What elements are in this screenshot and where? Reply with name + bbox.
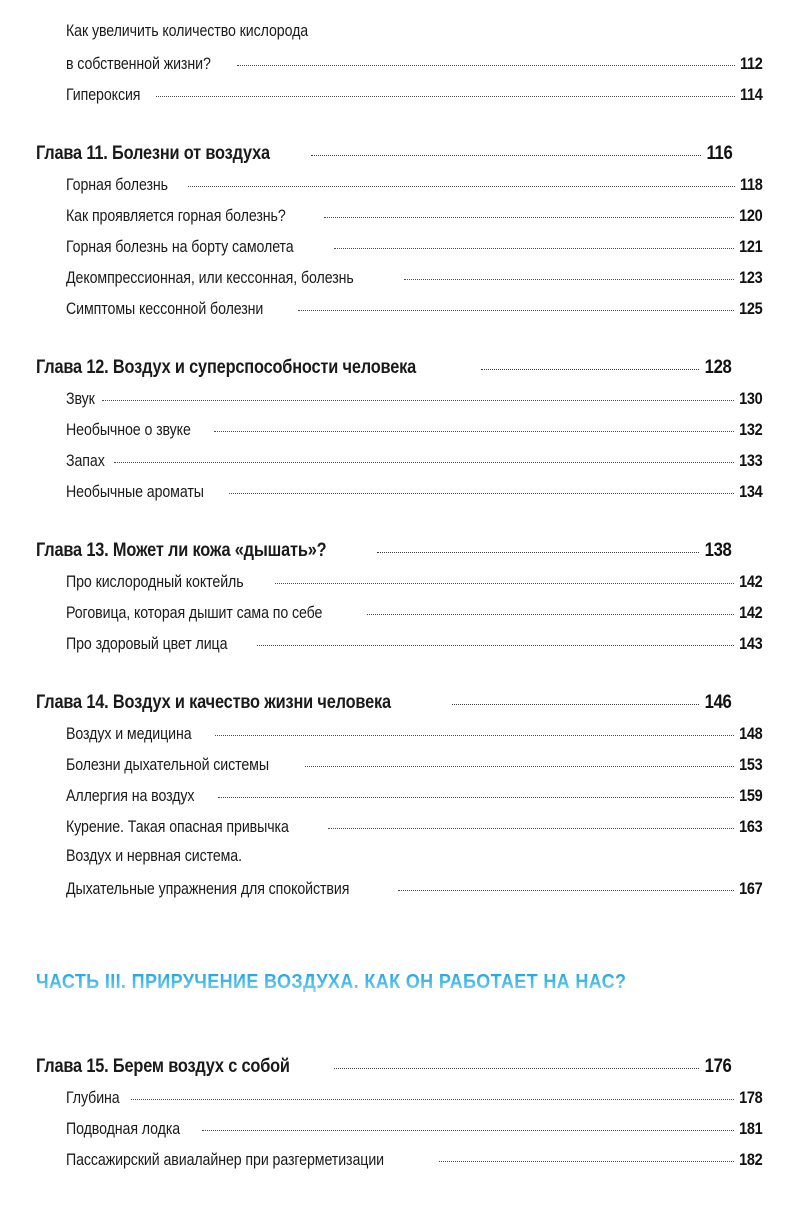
toc-chapter-title: Глава 13. Может ли кожа «дышать»? [36,540,327,561]
part-heading: ЧАСТЬ III. ПРИРУЧЕНИЕ ВОЗДУХА. КАК ОН РАБОТАЕТ НА НАС? [36,971,662,994]
spacer [36,512,732,540]
toc-entry[interactable] [66,22,762,53]
toc-entry-title: Дыхательные упражнения для спокойствия [66,880,350,898]
toc-entry[interactable] [66,1149,762,1180]
toc-entry-page: 142 [738,573,762,591]
toc-chapter-page: 176 [705,1056,732,1077]
toc-entry[interactable] [66,1118,762,1149]
toc-entry-title: Звук [66,390,95,408]
toc-entry-title: Про кислородный коктейль [66,573,244,591]
toc-entry-title: Гипероксия [66,86,141,104]
toc-chapter-title: Глава 14. Воздух и качество жизни человека [36,692,391,713]
toc-chapter[interactable] [36,1056,732,1087]
toc-entry[interactable] [66,419,762,450]
toc-entry[interactable] [66,450,762,481]
dot-leader [229,481,733,497]
toc-entry-title: Пассажирский авиалайнер при разгерметизации [66,1151,384,1169]
toc-entry[interactable] [66,267,762,298]
toc-entry-title: Симптомы кессонной болезни [66,300,264,318]
dot-leader [102,388,733,404]
toc-entry[interactable] [66,481,762,512]
toc-entry-title: Воздух и нервная система. [66,847,242,865]
spacer [36,909,732,971]
toc-chapter-title: Глава 15. Берем воздух с собой [36,1056,290,1077]
toc-entry-page: 143 [738,635,762,653]
spacer [36,329,732,357]
spacer [36,994,732,1056]
toc-entry-title: в собственной жизни? [66,55,211,73]
toc-entry-page: 123 [738,269,762,287]
toc-entry-page: 153 [738,756,762,774]
toc-entry-title: Аллергия на воздух [66,787,195,805]
toc-entry[interactable] [66,633,762,664]
toc-entry-title: Запах [66,452,105,470]
toc-chapter[interactable] [36,357,732,388]
dot-leader [237,53,734,69]
toc-entry-title: Как увеличить количество кислорода [66,22,309,40]
toc-entry-title: Горная болезнь [66,176,168,194]
toc-chapter-title: Глава 12. Воздух и суперспособности человека [36,357,417,378]
toc-entry-title: Глубина [66,1089,120,1107]
dot-leader [131,1087,733,1103]
toc-entry-page: 163 [738,818,762,836]
toc-entry-title: Подводная лодка [66,1120,181,1138]
dot-leader [481,357,700,373]
toc-entry-title: Болезни дыхательной системы [66,756,269,774]
toc-entry[interactable] [66,205,762,236]
dot-leader [257,633,734,649]
dot-leader [334,236,734,252]
dot-leader [452,692,700,708]
toc-entry-page: 167 [738,880,762,898]
dot-leader [334,1056,699,1072]
toc-entry-title: Роговица, которая дышит сама по себе [66,604,323,622]
toc-entry-title: Необычное о звуке [66,421,191,439]
dot-leader [218,785,733,801]
toc-entry-page: 134 [738,483,762,501]
spacer [36,664,732,692]
dot-leader [298,298,733,314]
toc-entry[interactable] [66,236,762,267]
dot-leader [439,1149,734,1165]
toc-entry-page: 132 [738,421,762,439]
toc-entry-title: Про здоровый цвет лица [66,635,228,653]
toc-entry-title: Курение. Такая опасная привычка [66,818,289,836]
toc-entry-page: 182 [738,1151,762,1169]
toc-entry[interactable] [66,602,762,633]
dot-leader [328,816,734,832]
toc-entry-page: 120 [738,207,762,225]
toc-entry-page: 112 [739,55,762,73]
toc-entry[interactable] [66,388,762,419]
toc-entry-title: Как проявляется горная болезнь? [66,207,286,225]
dot-leader [275,571,733,587]
toc-chapter-page: 128 [705,357,732,378]
toc-entry-page: 142 [738,604,762,622]
toc-entry-page: 114 [739,86,762,104]
dot-leader [215,723,734,739]
toc-chapter-title: Глава 11. Болезни от воздуха [36,143,270,164]
dot-leader [398,878,733,894]
toc-entry[interactable] [66,847,762,878]
toc-entry[interactable] [66,53,762,84]
toc-entry[interactable] [66,1087,762,1118]
toc-entry[interactable] [66,723,762,754]
toc-entry[interactable] [66,174,762,205]
toc-entry[interactable] [66,878,762,909]
toc-chapter[interactable] [36,692,732,723]
dot-leader [305,754,734,770]
toc-entry-page: 121 [738,238,762,256]
toc-entry-page: 130 [738,390,762,408]
toc-chapter-page: 138 [705,540,732,561]
toc-entry-page: 125 [738,300,762,318]
dot-leader [311,143,701,159]
toc-chapter[interactable] [36,540,732,571]
toc-entry-page: 178 [738,1089,762,1107]
dot-leader [367,602,734,618]
toc-entry[interactable] [66,816,762,847]
toc-entry-title: Декомпрессионная, или кессонная, болезнь [66,269,354,287]
toc-entry-title: Необычные ароматы [66,483,204,501]
toc-entry-page: 159 [738,787,762,805]
toc-entry[interactable] [66,754,762,785]
toc-entry-page: 133 [738,452,762,470]
toc-entry-page: 181 [738,1120,762,1138]
toc-entry[interactable] [66,785,762,816]
dot-leader [377,540,700,556]
toc-chapter-page: 116 [706,143,732,164]
dot-leader [404,267,734,283]
dot-leader [202,1118,734,1134]
toc-entry[interactable] [66,571,762,602]
toc-entry-title: Воздух и медицина [66,725,192,743]
toc-entry-page: 148 [738,725,762,743]
dot-leader [114,450,734,466]
toc-chapter[interactable] [36,143,732,174]
toc-chapter-page: 146 [705,692,732,713]
dot-leader [324,205,733,221]
toc-entry[interactable] [66,84,762,115]
toc-entry-title: Горная болезнь на борту самолета [66,238,294,256]
dot-leader [156,84,735,100]
spacer [36,115,732,143]
dot-leader [188,174,735,190]
toc-entry[interactable] [66,298,762,329]
toc-entry-page: 118 [739,176,762,194]
dot-leader [214,419,734,435]
